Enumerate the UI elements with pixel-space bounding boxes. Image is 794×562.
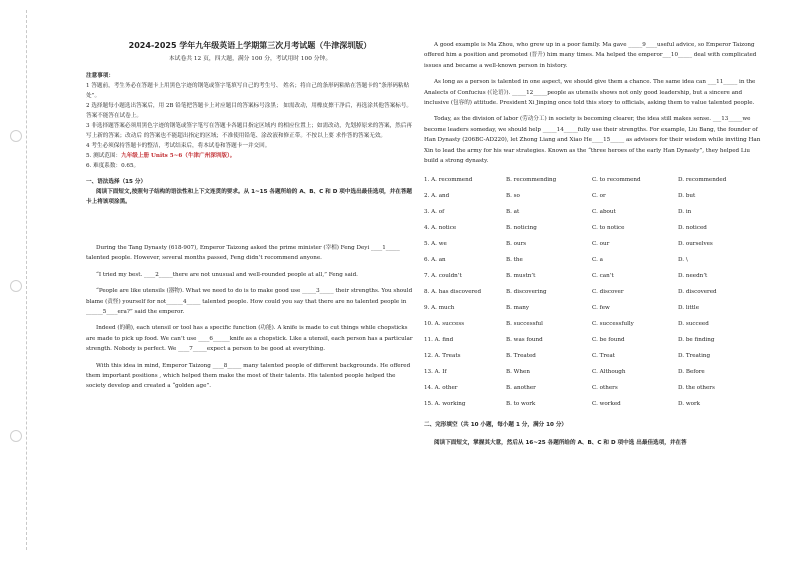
option-b: B. mustn’t <box>506 273 536 280</box>
option-row <box>424 220 764 236</box>
option-row <box>424 284 764 300</box>
option-a: 6. A. an <box>424 257 446 264</box>
option-a: 12. A. Treats <box>424 353 461 360</box>
section1-heading: 一、语法选择（15 分） <box>86 179 147 185</box>
option-c: C. a <box>592 257 603 264</box>
option-d: D. discovered <box>678 289 717 296</box>
passage-paragraph: As long as a person is talented in one aspect, we should give them a chance. The same idea can ___11_____ in the Analects of Confucius (《论语》). _____12_____people as utensils shows not only good leadership, but a sincere and inclusive (包容的) attitude. President Xi Jinping once told this story to officials, asking them to value talented people. <box>424 79 756 107</box>
option-c: C. few <box>592 305 610 312</box>
note-item: 1 答题前，考生务必在答题卡上用黑色字迹的钢笔或签字笔填写自己的考生号、 姓名；将自己的条形码粘贴在答题卡的“条形码粘贴处”。 <box>86 83 410 99</box>
section1-instruction: 阅读下面短文,按照句子结构的语法性和上下文连贯的要求。从 1~15 各题所给的 A、B、C 和 D 项中选出最佳选项，并在答题卡上将该项涂黑。 <box>86 189 413 205</box>
right-column <box>424 40 764 448</box>
passage-paragraph: With this idea in mind, Emperor Taizong ____8_____ many talented people of different backgrounds. He offered them important positions , which helped them make the most of their talents. His talented people helped the society develop and created a “golden age”. <box>86 362 411 390</box>
option-c: C. to notice <box>592 225 625 232</box>
option-d: D. Treating <box>678 353 711 360</box>
scope-label: 5. 测试范围： <box>86 153 122 159</box>
option-d: D. the others <box>678 385 715 392</box>
option-a: 11. A. find <box>424 337 454 344</box>
option-d: D. work <box>678 401 701 408</box>
option-c: C. can’t <box>592 273 614 280</box>
option-row <box>424 396 764 412</box>
option-row <box>424 380 764 396</box>
option-d: D. Before <box>678 369 705 376</box>
passage-paragraph: Today, as the division of labor (劳动分工) in society is becoming clearer, the idea still makes sense. ___13_____we become leaders someday, we should help _____14_____fully use their strengths. For example, Liu Bang, the founder of Han Dynasty (206BC-AD220), let Zhong Liang and Xiao He____15_____ as advisors for their wisdom while inviting Han Xin to lead the army for his war strategies. Known as the “three heroes of the early Han Dynasty”, they helped Liu build a strong dynasty. <box>424 116 761 165</box>
section2-heading: 二、完形填空（共 10 小题，每小题 1 分，满分 10 分） <box>424 422 568 429</box>
exam-subtitle: 本试卷共 12 页，四大题，满分 100 分，考试用时 100 分钟。 <box>168 56 332 62</box>
binding-hole <box>10 130 22 142</box>
option-c: C. discover <box>592 289 624 296</box>
note-item: 4 考生必须保持答题卡的整洁，考试结束后，将本试卷和答题卡一并交回。 <box>86 143 271 149</box>
option-c: C. worked <box>592 401 621 408</box>
option-d: D. but <box>678 193 696 200</box>
option-b: B. successful <box>506 321 543 328</box>
passage-paragraph: During the Tang Dynasty (618-907), Emperor Taizong asked the prime minister (宰相) Feng Deyi ____1_____ talented people. However, several months passed, Feng didn’t recommend anyone. <box>86 245 400 262</box>
binding-hole <box>10 430 22 442</box>
option-d: D. \ <box>678 257 688 264</box>
option-c: C. to recommend <box>592 177 641 184</box>
note-item: 6. 难度系数：0.65。 <box>86 163 140 169</box>
option-b: B. recommending <box>506 177 557 184</box>
note-item-scope <box>86 151 414 161</box>
scope-value: 九年级上册 Units 5~6（牛津广州深圳版）。 <box>121 153 236 159</box>
option-b: B. many <box>506 305 530 312</box>
option-a: 7. A. couldn’t <box>424 273 462 280</box>
option-b: B. to work <box>506 401 536 408</box>
option-b: B. at <box>506 209 520 216</box>
options-list <box>424 172 764 412</box>
passage-paragraph: “I tried my best. ____2_____there are not unusual and well-rounded people at all,” Feng said. <box>96 271 358 278</box>
option-d: D. recommended <box>678 177 727 184</box>
option-a: 10. A. success <box>424 321 465 328</box>
note-item: 2 选择题每小题选出答案后，用 2B 铅笔把答题卡上对应题目的答案标号涂黑； 如需改动，用橡皮擦干净后，再选涂其他答案标号。答案不能答在试卷上。 <box>86 103 412 119</box>
option-c: C. our <box>592 241 610 248</box>
option-b: B. was found <box>506 337 543 344</box>
option-d: D. in <box>678 209 692 216</box>
option-b: B. another <box>506 385 536 392</box>
passage-paragraph: A good example is Ma Zhou, who grew up in a poor family. Ma gave _____9____useful advice, so Emperor Taizong offered him a position and promoted (晋升) him many times. Ma helped the emperor___10_____ deal with complicated issues and became a well-known person in history. <box>424 42 757 69</box>
option-row <box>424 252 764 268</box>
option-row <box>424 300 764 316</box>
option-b: B. so <box>506 193 520 200</box>
binding-hole <box>10 280 22 292</box>
option-d: D. ourselves <box>678 241 713 248</box>
option-a: 2. A. and <box>424 193 450 200</box>
option-a: 13. A. If <box>424 369 447 376</box>
note-item: 3 非选择题答案必须用黑色字迹的钢笔或签字笔写在答题卡各题目指定区域内 的相应位置上；如需改动，先划掉原来的答案，然后再写上新的答案；改动后 的答案也不能超出指定的区域；不准使用铅笔、涂改液和修正带。不按以上要 求作答的答案无效。 <box>86 123 412 139</box>
option-d: D. little <box>678 305 700 312</box>
option-row <box>424 316 764 332</box>
option-row <box>424 204 764 220</box>
option-d: D. succeed <box>678 321 709 328</box>
option-row <box>424 332 764 348</box>
option-a: 9. A. much <box>424 305 455 312</box>
option-d: D. needn’t <box>678 273 708 280</box>
option-row <box>424 188 764 204</box>
option-a: 4. A. notice <box>424 225 457 232</box>
option-d: D. be finding <box>678 337 715 344</box>
option-a: 15. A. working <box>424 401 466 408</box>
passage-paragraph: “People are like utensils (器物). What we need to do is to make good use _____3_____ their strengths. You should blame (责怪) yourself for not______4_____ talented people. How could you say that there are no talented people in ______5____era?” said the emperor. <box>86 288 413 316</box>
option-c: C. about <box>592 209 616 216</box>
option-c: C. Treat <box>592 353 615 360</box>
exam-title: 2024-2025 学年九年级英语上学期第三次月考试题（牛津深圳版） <box>128 41 372 50</box>
passage-paragraph: Indeed (的确), each utensil or tool has a specific function (功能). A knife is made to cut things while chopsticks are made to pick up food. We can’t use ____6______knife as a chopstick. Like a utensil, each person has a particular strength. Nobody is perfect. We ____7_____expect a person to be good at everything. <box>86 325 413 353</box>
option-c: C. Although <box>592 369 626 376</box>
option-d: D. noticed <box>678 225 707 232</box>
option-row <box>424 268 764 284</box>
binding-margin <box>4 10 27 550</box>
option-b: B. ours <box>506 241 527 248</box>
option-row <box>424 236 764 252</box>
option-a: 3. A. of <box>424 209 445 216</box>
left-column <box>86 40 414 398</box>
section2-instruction: 阅读下面短文，掌握其大意，然后从 16~25 各题所给的 A、B、C 和 D 项中选 出最佳选项，并在答 <box>434 440 687 447</box>
option-row <box>424 172 764 188</box>
notes-heading: 注意事项： <box>86 73 114 79</box>
option-a: 14. A. other <box>424 385 458 392</box>
option-a: 8. A. has discovered <box>424 289 482 296</box>
option-b: B. Treated <box>506 353 536 360</box>
option-c: C. successfully <box>592 321 634 328</box>
option-row <box>424 364 764 380</box>
option-c: C. or <box>592 193 606 200</box>
option-a: 5. A. we <box>424 241 447 248</box>
option-b: B. noticing <box>506 225 537 232</box>
option-row <box>424 348 764 364</box>
option-b: B. the <box>506 257 523 264</box>
option-c: C. others <box>592 385 618 392</box>
option-b: B. discovering <box>506 289 547 296</box>
option-c: C. be found <box>592 337 625 344</box>
option-b: B. When <box>506 369 530 376</box>
option-a: 1. A. recommend <box>424 177 473 184</box>
